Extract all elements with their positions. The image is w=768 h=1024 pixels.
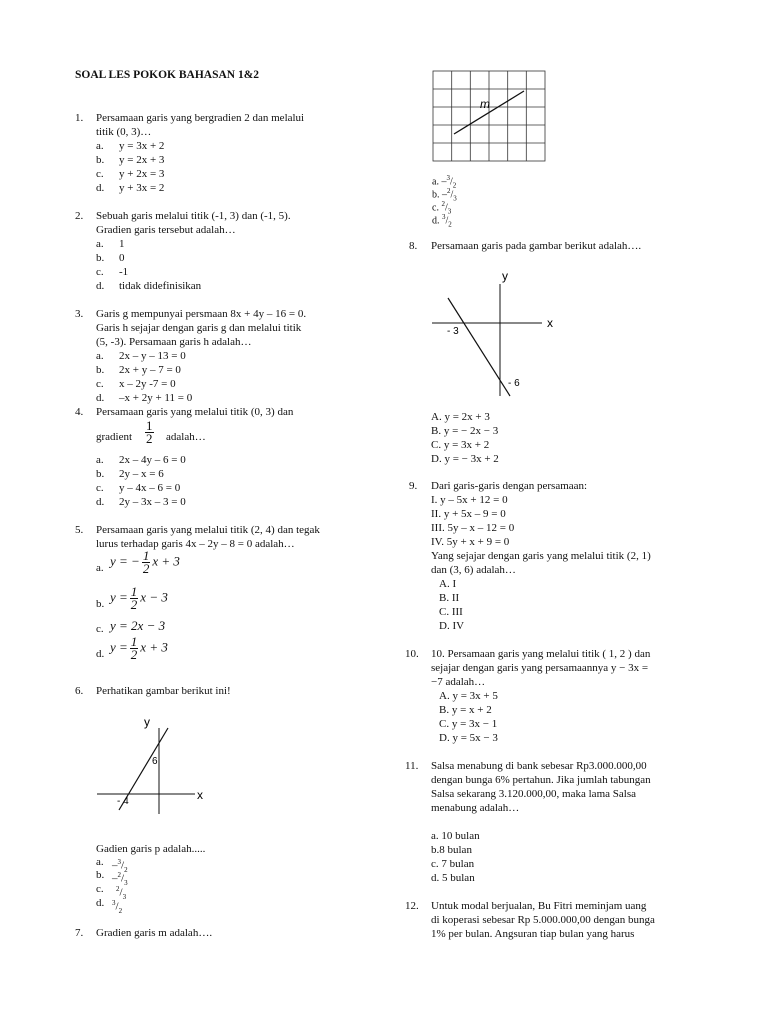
fraction-numerator: 2 [441, 200, 445, 208]
question-number: 3. [75, 308, 84, 320]
option-text: D. y = − 3x + 2 [431, 453, 499, 465]
option-letter: a. [96, 238, 104, 250]
equation-lhs: y = [110, 639, 128, 655]
option-text: a. 10 bulan [431, 830, 480, 842]
question-number: 12. [405, 900, 419, 912]
question-text: Gradien garis m adalah…. [96, 927, 213, 939]
option-text: tidak didefinisikan [119, 280, 202, 292]
option-equation [110, 550, 180, 575]
question-text: menabung adalah… [431, 802, 520, 814]
option-c: c. $^2/_3$ [432, 200, 452, 216]
equation-rhs: x + 3 [152, 553, 180, 569]
x-axis-label: x [197, 788, 203, 802]
question-text: adalah… [166, 431, 206, 443]
question-number: 6. [75, 685, 84, 697]
graph-line-8 [430, 268, 565, 400]
option-letter: a. [432, 176, 439, 188]
option-letter: d. [96, 897, 105, 909]
option-fraction: $-^2/_3$ [112, 871, 128, 887]
option-text: 2x + y – 7 = 0 [119, 364, 181, 376]
option-text: x – 2y -7 = 0 [119, 378, 176, 390]
fraction-denominator: 2 [452, 181, 457, 190]
option-text: 0 [119, 252, 125, 264]
option-letter: c. [96, 168, 104, 180]
fraction-denominator: 2 [130, 647, 138, 662]
question-text: Gradien garis tersebut adalah… [96, 224, 236, 236]
fraction-numerator: 1 [142, 548, 150, 563]
sign: – [112, 859, 118, 872]
fraction-numerator: 3 [442, 213, 446, 221]
fraction-numerator: 2 [116, 885, 120, 893]
question-text: Gadien garis p adalah..... [96, 843, 206, 855]
option-text: A. y = 3x + 5 [439, 690, 498, 702]
option-text: d. 5 bulan [431, 872, 475, 884]
fraction-numerator: 3 [446, 174, 450, 182]
option-text: 2x – y – 13 = 0 [119, 350, 186, 362]
question-text: titik (0, 3)… [96, 126, 152, 138]
y-axis-label: y [502, 269, 508, 283]
option-letter: a. [96, 350, 104, 362]
option-text: B. II [439, 592, 460, 604]
option-text: C. III [439, 606, 463, 618]
page-title: SOAL LES POKOK BAHASAN 1&2 [75, 69, 260, 81]
question-text: di koperasi sebesar Rp 5.000.000,00 dengan bunga [431, 914, 655, 926]
option-letter: c. [432, 202, 439, 214]
option-letter: c. [96, 378, 104, 390]
fraction-denominator: 2 [118, 906, 123, 915]
question-number: 8. [409, 240, 418, 252]
option-letter: b. [96, 468, 105, 480]
fraction-denominator: 2 [130, 597, 138, 612]
option-text: y + 3x = 2 [119, 182, 165, 194]
option-b: b. $-^2/_3$ [432, 187, 457, 203]
option-letter: b. [96, 364, 105, 376]
fraction-denominator: 2 [124, 865, 128, 874]
option-text: 2y – x = 6 [119, 468, 164, 480]
option-text: b.8 bulan [431, 844, 472, 856]
fraction-numerator: 1 [130, 584, 138, 599]
option-letter: b. [432, 189, 440, 201]
equation-rhs: x − 3 [140, 589, 168, 605]
option-letter: a. [96, 454, 104, 466]
option-equation [110, 586, 168, 611]
option-letter: d. [96, 648, 105, 660]
option-letter: d. [96, 392, 105, 404]
question-text: −7 adalah… [431, 676, 486, 688]
option-a: a. $-^3/_2$ [432, 174, 457, 190]
equation: I. y – 5x + 12 = 0 [431, 494, 508, 506]
option-letter: a. [96, 856, 104, 868]
option-fraction: $-^3/_2$ [112, 858, 128, 874]
question-text: Perhatikan gambar berikut ini! [96, 685, 231, 697]
option-letter: b. [96, 252, 105, 264]
fraction-denominator: 3 [447, 207, 452, 216]
option-fraction: $^3/_2$ [112, 899, 123, 915]
option-equation: y = 2x − 3 [110, 618, 166, 633]
question-text: Persamaan garis yang bergradien 2 dan melalui [96, 112, 305, 124]
question-text: dengan bunga 6% pertahun. Jika jumlah tabungan [431, 774, 651, 786]
question-text: Sebuah garis melalui titik (-1, 3) dan (-1, 5). [96, 210, 291, 222]
fraction-numerator: 2 [447, 187, 451, 195]
fraction-numerator: 1 [130, 634, 138, 649]
option-text: D. IV [439, 620, 465, 632]
option-letter: a. [96, 140, 104, 152]
x-axis-label: x [547, 316, 553, 330]
fraction-denominator: 3 [453, 194, 457, 203]
y-axis-label: y [144, 715, 150, 729]
x-intercept-label: - 4 [117, 796, 129, 807]
option-text: y – 4x – 6 = 0 [119, 482, 181, 494]
option-equation [110, 636, 168, 661]
option-letter: d. [96, 496, 105, 508]
option-letter: b. [96, 869, 105, 881]
question-number: 4. [75, 406, 84, 418]
question-text: Garis g mempunyai persmaan 8x + 4y – 16 = 0. [96, 308, 307, 320]
option-letter: d. [96, 280, 105, 292]
equation-lhs: y = − [110, 553, 140, 569]
question-text: 1% per bulan. Angsuran tiap bulan yang harus [431, 928, 635, 940]
fraction-denominator: 3 [124, 878, 128, 887]
question-number: 1. [75, 112, 84, 124]
line-m-label: m [480, 97, 490, 111]
sign: – [441, 176, 447, 188]
question-text: sejajar dengan garis yang persamaannya y − 3x = [431, 662, 649, 674]
question-text: Persamaan garis yang melalui titik (2, 4) dan tegak [96, 524, 320, 536]
question-number: 11. [405, 760, 419, 772]
option-fraction: $^2/_3$ [116, 885, 127, 901]
y-intercept-label: - 6 [508, 378, 520, 389]
option-text: B. y = x + 2 [439, 704, 492, 716]
option-text: D. y = 5x − 3 [439, 732, 498, 744]
question-text: Persamaan garis yang melalui titik (0, 3) dan [96, 406, 294, 418]
question-text: 10. Persamaan garis yang melalui titik ( 1, 2 ) dan [431, 648, 651, 660]
equation-lhs: y = [110, 589, 128, 605]
fraction-numerator: 1 [146, 418, 153, 433]
grid-line-m [432, 70, 547, 165]
option-text: C. y = 3x + 2 [431, 439, 490, 451]
question-number: 7. [75, 927, 84, 939]
sign: – [112, 872, 118, 885]
fraction-denominator: 3 [122, 892, 127, 901]
grid [433, 71, 545, 161]
question-text: dan (3, 6) adalah… [431, 564, 516, 576]
option-letter: a. [96, 562, 104, 574]
fraction-denominator: 2 [448, 220, 452, 229]
equation-rhs: x + 3 [140, 639, 168, 655]
option-letter: c. [96, 266, 104, 278]
question-text: Dari garis-garis dengan persamaan: [431, 480, 588, 492]
question-text: Garis h sejajar dengan garis g dan melalui titik [96, 322, 302, 334]
question-text: lurus terhadap garis 4x – 2y – 8 = 0 adalah… [96, 538, 295, 550]
question-text: (5, -3). Persamaan garis h adalah… [96, 336, 252, 348]
option-text: y = 3x + 2 [119, 140, 165, 152]
question-number: 9. [409, 480, 418, 492]
option-text: B. y = − 2x − 3 [431, 425, 499, 437]
option-text: c. 7 bulan [431, 858, 475, 870]
option-d: d. $^3/_2$ [432, 213, 452, 229]
equation: II. y + 5x – 9 = 0 [431, 508, 506, 520]
option-text: –x + 2y + 11 = 0 [119, 392, 193, 404]
option-text: A. I [439, 578, 457, 590]
option-text: 2y – 3x – 3 = 0 [119, 496, 186, 508]
question-text: Salsa sekarang 3.120.000,00, maka lama Salsa [431, 788, 636, 800]
question-text: Yang sejajar dengan garis yang melalui titik (2, 1) [431, 550, 651, 562]
question-number: 5. [75, 524, 84, 536]
equation: IV. 5y + x + 9 = 0 [431, 536, 510, 548]
option-text: y = 2x + 3 [119, 154, 165, 166]
option-text: y + 2x = 3 [119, 168, 165, 180]
gradient-label: gradient [96, 431, 133, 443]
y-intercept-label: 6 [152, 756, 158, 767]
equation: III. 5y – x – 12 = 0 [431, 522, 515, 534]
fraction [143, 420, 156, 445]
x-intercept-label: - 3 [447, 326, 459, 337]
option-text: A. y = 2x + 3 [431, 411, 490, 423]
option-letter: c. [96, 482, 104, 494]
option-letter: c. [96, 623, 104, 635]
option-letter: b. [96, 598, 105, 610]
option-text: 2x – 4y – 6 = 0 [119, 454, 186, 466]
fraction-denominator: 2 [142, 561, 150, 576]
graph-line-p [95, 710, 225, 820]
question-text: Salsa menabung di bank sebesar Rp3.000.000,00 [431, 760, 647, 772]
fraction-denominator: 2 [146, 431, 153, 446]
question-number: 2. [75, 210, 84, 222]
graph-line [448, 298, 510, 396]
sign: – [442, 189, 447, 201]
option-letter: d. [432, 215, 440, 227]
fraction-numerator: 3 [117, 858, 121, 866]
fraction-numerator: 2 [117, 871, 121, 879]
option-text: -1 [119, 266, 129, 278]
option-letter: c. [96, 883, 104, 895]
question-text: Untuk modal berjualan, Bu Fitri meminjam uang [431, 900, 647, 912]
option-text: 1 [119, 238, 125, 250]
option-letter: d. [96, 182, 105, 194]
fraction-numerator: 3 [112, 899, 116, 907]
question-text: Persamaan garis pada gambar berikut adalah…. [431, 240, 642, 252]
option-text: C. y = 3x − 1 [439, 718, 498, 730]
option-letter: b. [96, 154, 105, 166]
question-number: 10. [405, 648, 419, 660]
